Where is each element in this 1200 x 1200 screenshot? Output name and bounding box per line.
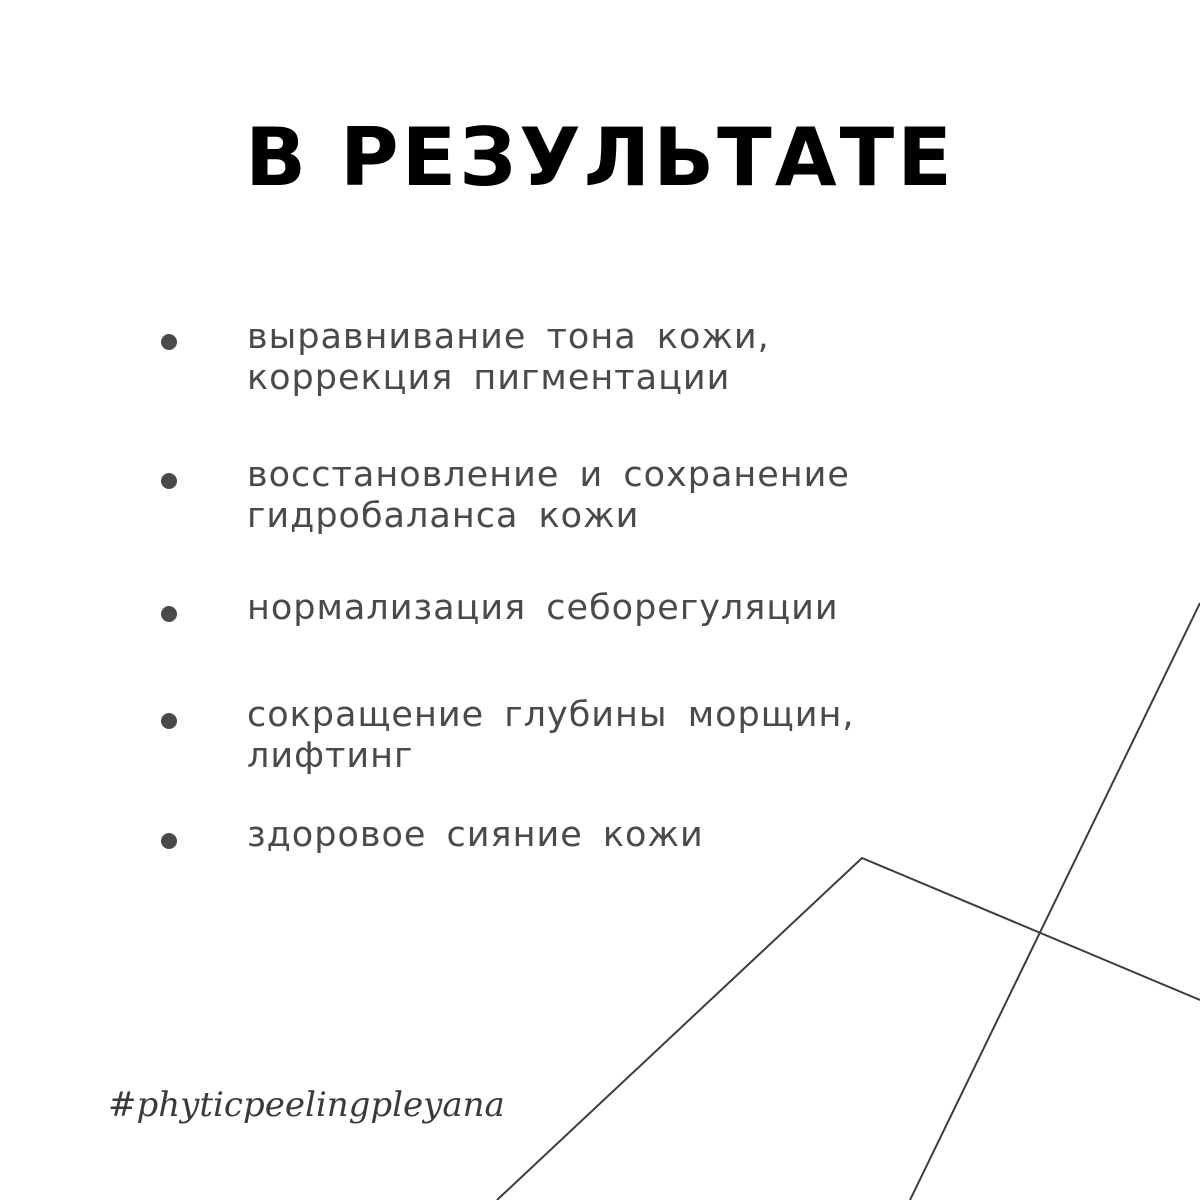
page-title: В РЕЗУЛЬТАТЕ	[245, 111, 955, 204]
list-item-text: выравнивание тона кожи, коррекция пигментации	[247, 317, 770, 398]
angled-line	[497, 858, 1200, 1200]
list-item-text: нормализация себорегуляции	[247, 588, 839, 628]
list-item-text: восстановление и сохранение гидробаланса кожи	[247, 455, 850, 536]
hashtag-signature: #phyticpeelingpleyana	[108, 1085, 505, 1125]
diagonal-line-steep	[910, 603, 1200, 1200]
list-item-text: здоровое сияние кожи	[247, 815, 704, 855]
list-item-text: сокращение глубины морщин, лифтинг	[247, 695, 855, 776]
